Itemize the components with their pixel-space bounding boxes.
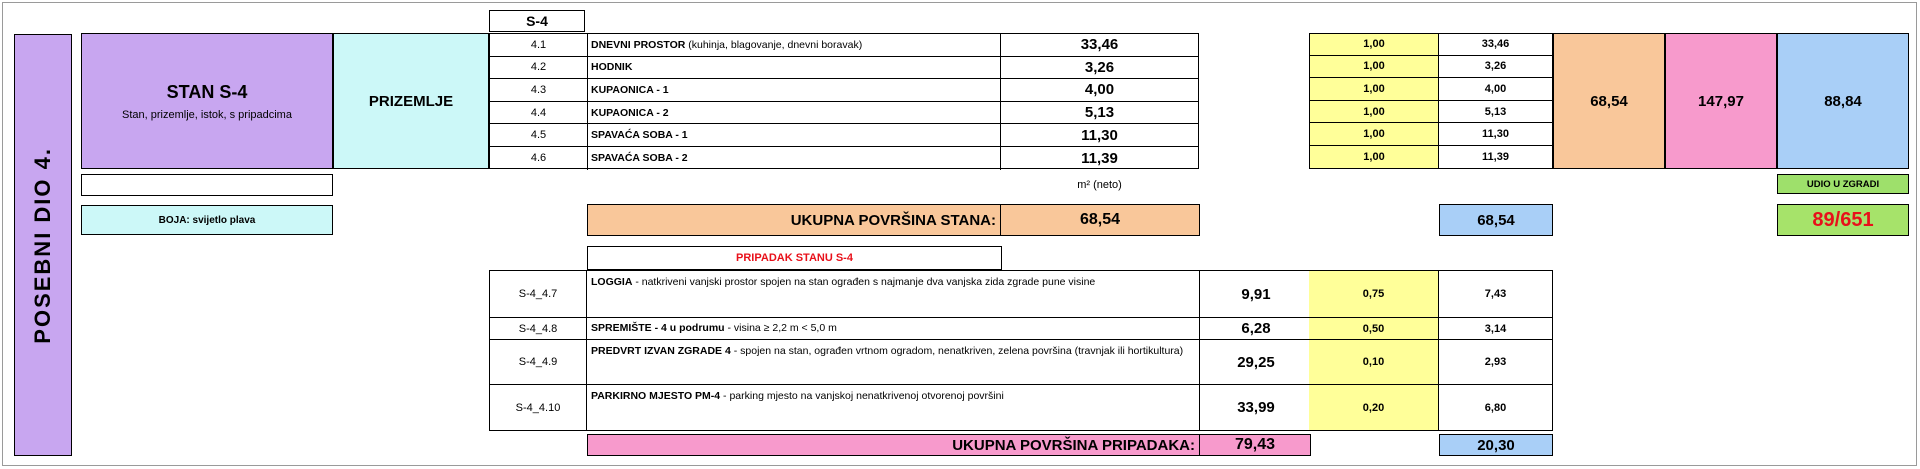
- appurtenance-weighted: 3,14: [1439, 318, 1553, 340]
- appurtenance-desc: - natkriveni vanjski prostor spojen na stan ograđen s najmanje dva vanjska zida zgrade pune visine: [632, 276, 1096, 288]
- app-coef-column: [1309, 270, 1439, 431]
- room-number: 4.6: [490, 147, 588, 170]
- room-area: 33,46: [1080, 36, 1119, 54]
- appurtenance-desc: - spojen na stan, ograđen vrtnom ogradom, nenatkriven, zelena površina (travnjak ili hortikultura): [730, 345, 1184, 357]
- room-weighted: 3,26: [1439, 56, 1553, 79]
- appurtenance-name: LOGGIA: [591, 276, 633, 288]
- room-number: 4.1: [490, 34, 588, 56]
- total-orange: 68,54: [1553, 33, 1665, 169]
- room-name-cell: [588, 147, 1001, 170]
- room-name: SPAVAĆA SOBA - 2: [591, 152, 688, 165]
- room-coef: 1,00: [1309, 56, 1439, 79]
- appurtenance-row: [489, 385, 1313, 431]
- room-name-cell: [588, 102, 1001, 124]
- total-pink: 147,97: [1665, 33, 1777, 169]
- app-weighted-rows: [1439, 270, 1553, 431]
- weighted-rows: [1439, 33, 1553, 169]
- appurtenance-row: [489, 318, 1313, 340]
- appurtenance-weighted: 6,80: [1439, 385, 1553, 431]
- appurtenance-desc-cell: [587, 340, 1200, 384]
- room-weighted: 33,46: [1439, 33, 1553, 56]
- app-weighted-column: [1439, 270, 1553, 431]
- appurtenance-area: 33,99: [1200, 385, 1313, 430]
- appurtenance-row: [489, 270, 1313, 318]
- coef-column: [1309, 33, 1439, 169]
- room-name: KUPAONICA - 1: [591, 83, 669, 96]
- room-area: 11,39: [1081, 149, 1118, 167]
- appurtenance-desc-cell: [587, 271, 1200, 317]
- side-label-box: [14, 34, 72, 456]
- appurtenance-desc-cell: [587, 385, 1200, 430]
- room-name-cell: [588, 124, 1001, 146]
- appurtenance-weighted: 7,43: [1439, 270, 1553, 318]
- room-row: [490, 147, 1198, 170]
- room-name-cell: [588, 79, 1001, 101]
- room-name-note: (kuhinja, blagovanje, dnevni boravak): [685, 38, 863, 51]
- total-app-weighted: 20,30: [1439, 434, 1553, 456]
- room-area: 3,26: [1084, 58, 1115, 76]
- appurtenance-table: [489, 270, 1313, 431]
- appurtenance-area: 6,28: [1200, 318, 1313, 339]
- room-coef: 1,00: [1309, 78, 1439, 101]
- room-area: 5,13: [1084, 104, 1115, 122]
- room-name: DNEVNI PROSTOR: [591, 38, 686, 51]
- appurtenance-name: SPREMIŠTE - 4 u podrumu: [591, 322, 725, 334]
- appurtenance-area: 29,25: [1200, 340, 1313, 384]
- appurtenance-code: S-4_4.9: [490, 340, 587, 384]
- room-number: 4.4: [490, 102, 588, 124]
- room-name-cell: [588, 57, 1001, 79]
- room-row: [490, 57, 1198, 80]
- room-weighted: 4,00: [1439, 78, 1553, 101]
- appurtenance-area: 9,91: [1200, 271, 1313, 317]
- room-coef: 1,00: [1309, 101, 1439, 124]
- total-stan-bar: [587, 204, 1200, 236]
- appurtenance-coef: 0,50: [1309, 318, 1439, 340]
- blank-box: [81, 174, 333, 196]
- appurtenance-row: [489, 340, 1313, 385]
- room-row: [490, 34, 1198, 57]
- room-area: 11,30: [1081, 126, 1118, 144]
- share-value: 89/651: [1777, 204, 1909, 236]
- total-app-area: 79,43: [1234, 436, 1276, 453]
- total-stan-weighted: 68,54: [1439, 204, 1553, 236]
- room-coef: 1,00: [1309, 123, 1439, 146]
- room-weighted: 11,39: [1439, 146, 1553, 169]
- room-number: 4.3: [490, 79, 588, 101]
- room-weighted: 5,13: [1439, 101, 1553, 124]
- app-coef-rows: [1309, 270, 1439, 431]
- appurtenance-weighted: 2,93: [1439, 340, 1553, 385]
- appurtenance-title: PRIPADAK STANU S-4: [587, 246, 1002, 270]
- rooms-table: [489, 33, 1199, 169]
- total-app-label: UKUPNA POVRŠINA PRIPADAKA:: [588, 435, 1200, 455]
- appurtenance-code: S-4_4.10: [490, 385, 587, 430]
- room-number: 4.2: [490, 57, 588, 79]
- room-coef: 1,00: [1309, 146, 1439, 169]
- color-note: BOJA: svijetlo plava: [81, 205, 333, 235]
- room-row: [490, 102, 1198, 125]
- room-name-cell: [588, 34, 1001, 56]
- room-number: 4.5: [490, 124, 588, 146]
- share-label: UDIO U ZGRADI: [1777, 174, 1909, 194]
- room-name: KUPAONICA - 2: [591, 106, 669, 119]
- appurtenance-name: PARKIRNO MJESTO PM-4: [591, 390, 721, 402]
- room-name: HODNIK: [591, 61, 633, 74]
- appurtenance-coef: 0,75: [1309, 270, 1439, 318]
- total-app-bar: [587, 434, 1311, 456]
- total-stan-label: UKUPNA POVRŠINA STANA:: [588, 205, 1001, 235]
- room-coef: 1,00: [1309, 33, 1439, 56]
- rooms-rows: [490, 34, 1198, 170]
- apartment-title: STAN S-4: [166, 81, 248, 102]
- appurtenance-coef: 0,20: [1309, 385, 1439, 431]
- appurtenance-coef: 0,10: [1309, 340, 1439, 385]
- unit-label: m² (neto): [1077, 179, 1122, 191]
- appurtenance-desc: - visina ≥ 2,2 m < 5,0 m: [724, 322, 837, 334]
- appurtenance-code: S-4_4.8: [490, 318, 587, 339]
- weighted-column: [1439, 33, 1553, 169]
- coef-rows: [1309, 33, 1439, 169]
- appurtenance-desc-cell: [587, 318, 1200, 339]
- room-name: SPAVAĆA SOBA - 1: [591, 129, 688, 142]
- appurtenance-rows: [489, 270, 1313, 431]
- header-code: S-4: [489, 10, 585, 32]
- floor-box: PRIZEMLJE: [333, 33, 489, 169]
- total-stan-area: 68,54: [1079, 211, 1121, 228]
- room-row: [490, 124, 1198, 147]
- apartment-name-box: [81, 33, 333, 169]
- side-label: POSEBNI DIO 4.: [30, 146, 55, 344]
- appurtenance-code: S-4_4.7: [490, 271, 587, 317]
- appurtenance-desc: - parking mjesto na vanjskoj nenatkrivenoj otvorenoj površini: [720, 390, 1004, 402]
- room-row: [490, 79, 1198, 102]
- appurtenance-name: PREDVRT IZVAN ZGRADE 4: [591, 345, 731, 357]
- total-blue: 88,84: [1777, 33, 1909, 169]
- apartment-subtitle: Stan, prizemlje, istok, s pripadcima: [122, 108, 292, 121]
- room-weighted: 11,30: [1439, 123, 1553, 146]
- room-area: 4,00: [1084, 81, 1115, 99]
